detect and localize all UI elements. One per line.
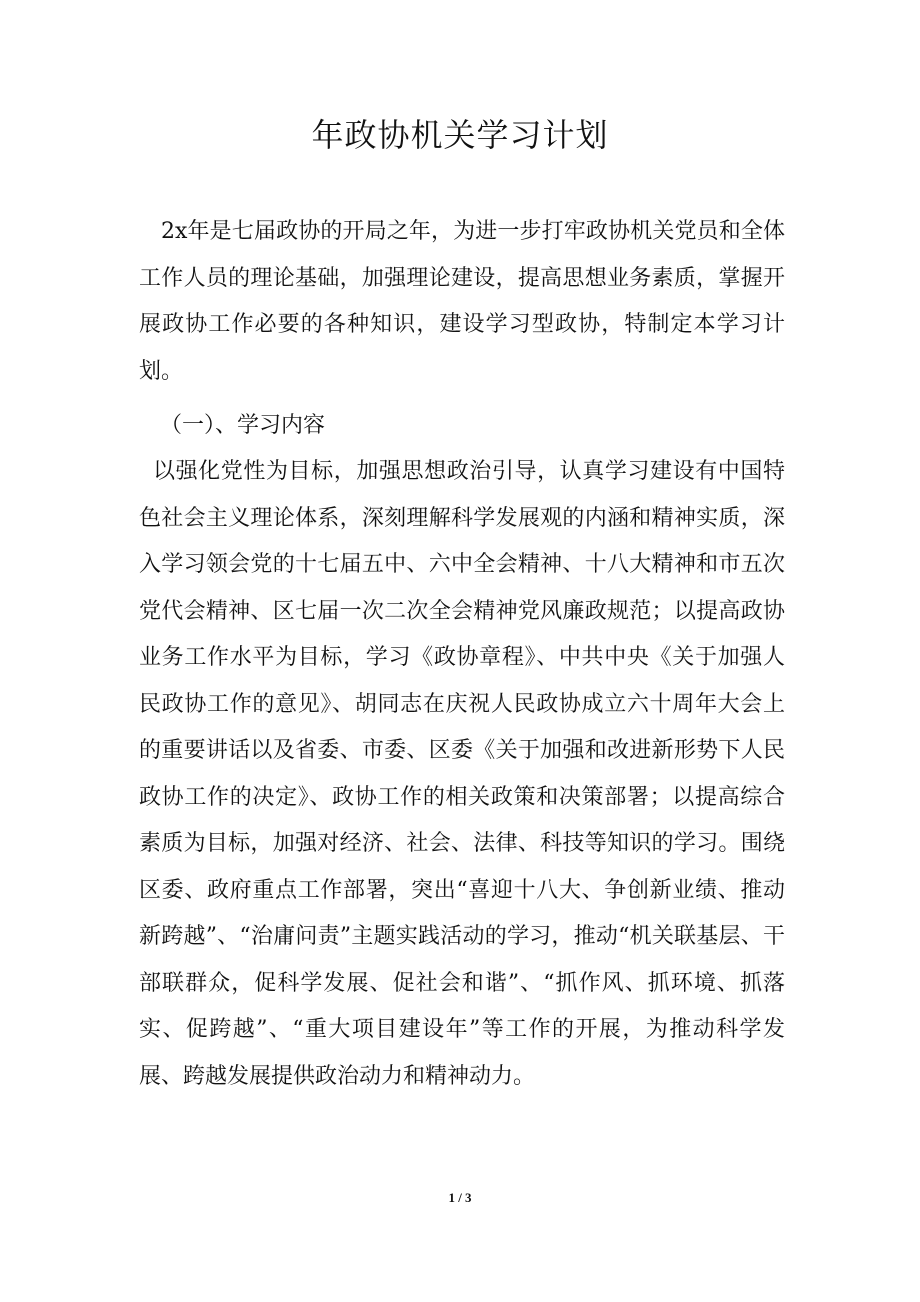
intro-paragraph: 2x年是七届政协的开局之年，为进一步打牢政协机关党员和全体工作人员的理论基础，加强理论建设，提高思想业务素质，掌握开展政协工作必要的各种知识，建设学习型政协，特制定本学习计划。 <box>139 219 785 384</box>
document-title: 年政协机关学习计划 <box>311 116 609 154</box>
section-body-paragraph: 以强化党性为目标，加强思想政治引导，认真学习建设有中国特色社会主义理论体系，深刻理解科学发展观的内涵和精神实质，深入学习领会党的十七届五中、六中全会精神、十八大精神和市五次党代会精神、区七届一次二次全会精神党风廉政规范；以提高政协业务工作水平为目标，学习《政协章程》、中共中央《关于加强人民政协工作的意见》、胡同志在庆祝人民政协成立六十周年大会上的重要讲话以及省委、市委、区委《关于加强和改进新形势下人民政协工作的决定》、政协工作的相关政策和决策部署；以提高综合素质为目标，加强对经济、社会、法律、科技等知识的学习。围绕区委、政府重点工作部署，突出“喜迎十八大、争创新业绩、推动新跨越”、“治庸问责”主题实践活动的学习，推动“机关联基层、干部联群众，促科学发展、促社会和谐”、“抓作风、抓环境、抓落实、促跨越”、“重大项目建设年”等工作的开展，为推动科学发展、跨越发展提供政治动力和精神动力。 <box>139 459 785 1089</box>
section-heading: （一）、学习内容 <box>160 413 326 438</box>
page-number: 1 / 3 <box>448 1190 472 1205</box>
